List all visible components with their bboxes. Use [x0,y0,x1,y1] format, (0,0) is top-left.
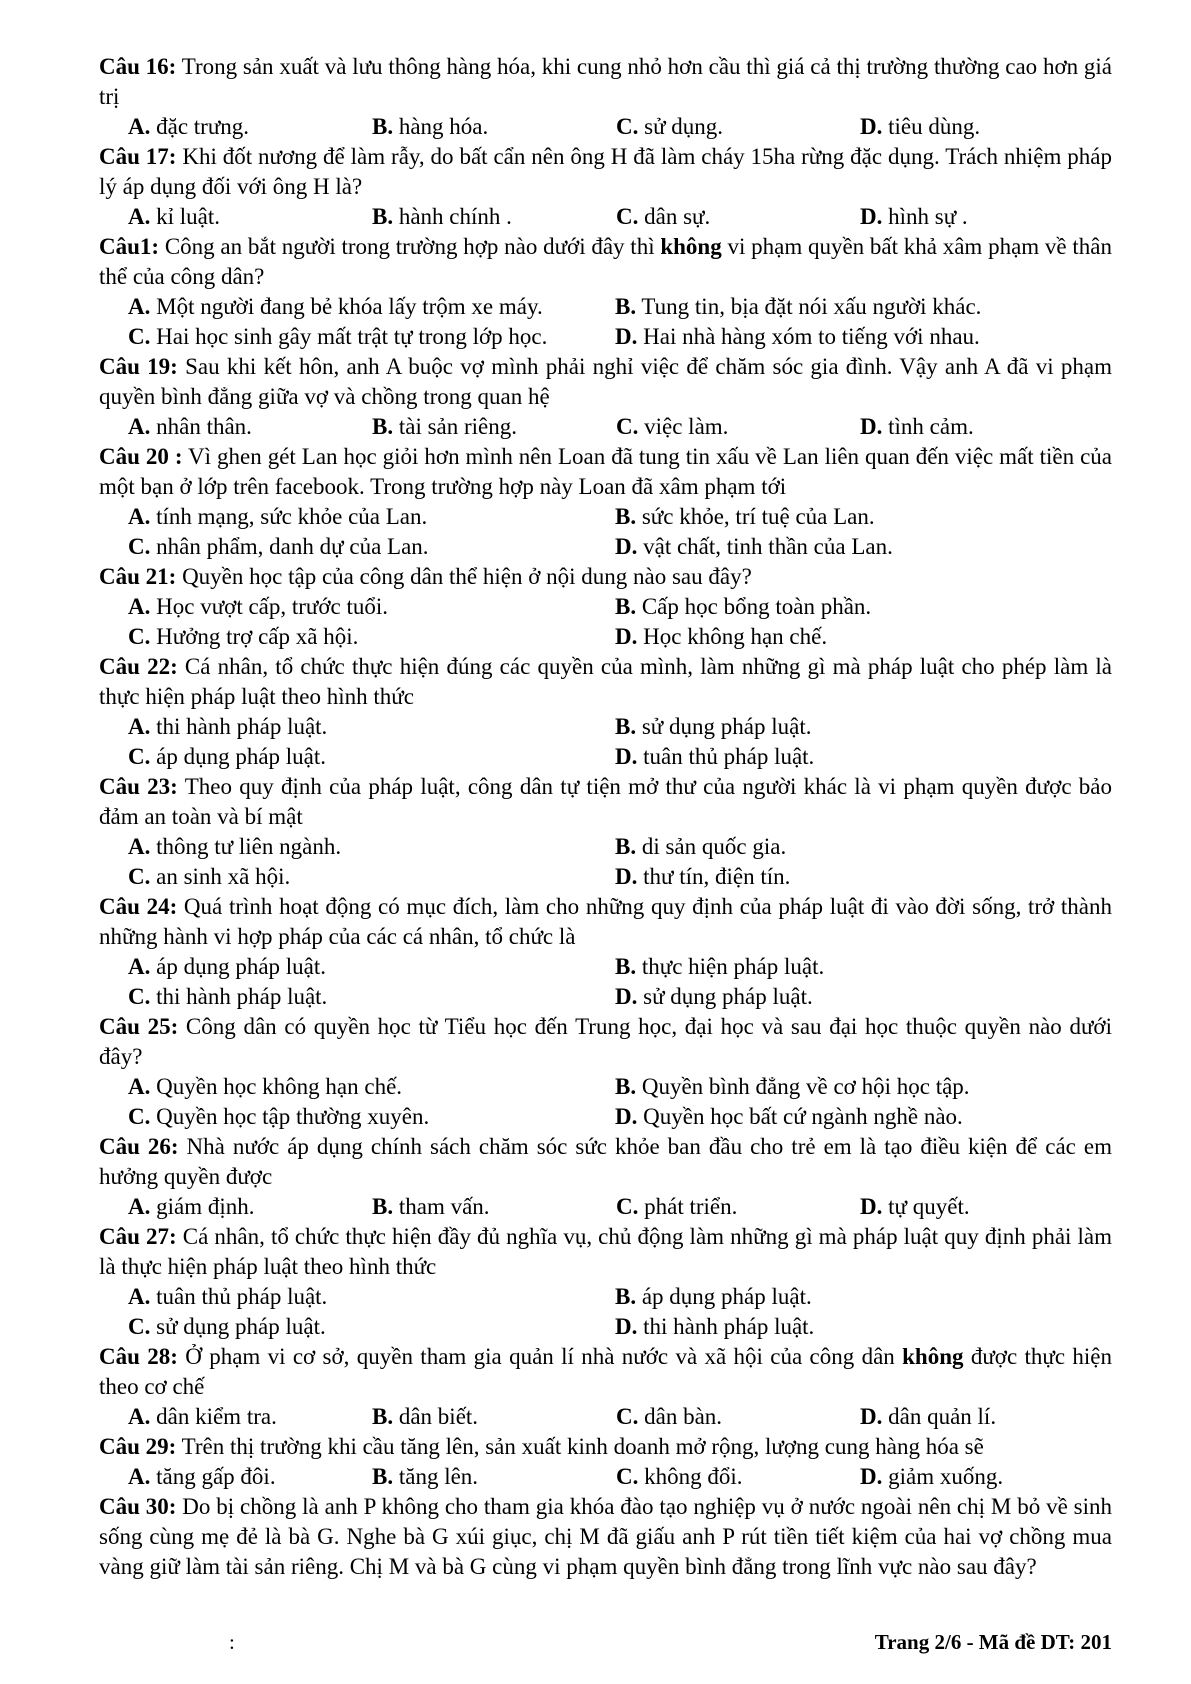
answer-option-b [372,202,616,232]
question-stem [99,442,1112,502]
question-stem [99,1432,1112,1462]
option-text: kỉ luật. [150,204,221,229]
answer-option-d [860,1402,1104,1432]
question-stem [99,652,1112,712]
option-text: Tung tin, bịa đặt nói xấu người khác. [636,294,982,319]
question-number: Câu 26: [99,1134,179,1159]
options-row [99,832,1112,862]
option-text: thi hành pháp luật. [637,1314,815,1339]
option-text: tuân thủ pháp luật. [150,1284,328,1309]
answer-option-c [616,1192,860,1222]
option-label: C. [128,984,151,1009]
option-label: B. [372,1404,394,1429]
answer-option-d [860,1462,1104,1492]
option-label: A. [128,714,151,739]
options-row [99,1312,1112,1342]
question-block [99,1012,1112,1132]
option-text: tiêu dùng. [882,114,981,139]
option-label: D. [860,1194,883,1219]
option-text: tăng lên. [393,1464,479,1489]
options-row [99,502,1112,532]
question-stem [99,1492,1112,1582]
answer-option-c [128,322,615,352]
question-stem [99,1222,1112,1282]
option-text: không đổi. [638,1464,743,1489]
options-row [99,532,1112,562]
option-label: D. [615,1104,638,1129]
option-label: B. [615,834,637,859]
question-number: Câu 27: [99,1224,177,1249]
answer-option-c [128,1312,615,1342]
option-label: A. [128,204,151,229]
question-number: Câu 24: [99,894,178,919]
question-stem [99,772,1112,832]
option-label: D. [615,1314,638,1339]
answer-option-a [128,1192,372,1222]
option-text: thi hành pháp luật. [150,984,328,1009]
option-text: Một người đang bẻ khóa lấy trộm xe máy. [150,294,543,319]
answer-option-c [128,622,615,652]
option-text: phát triển. [638,1194,738,1219]
answer-option-c [616,1402,860,1432]
question-text: Cá nhân, tổ chức thực hiện đúng các quyền của mình, làm những gì mà pháp luật cho phép làm là thực hiện pháp luật theo hình thức [99,654,1112,709]
answer-option-b [615,292,1112,322]
option-text: Hai học sinh gây mất trật tự trong lớp học. [150,324,548,349]
question-number: Câu 25: [99,1014,179,1039]
question-text: Ở phạm vi cơ sở, quyền tham gia quản lí nhà nước và xã hội của công dân [177,1344,903,1369]
options-row [99,592,1112,622]
question-stem [99,52,1112,112]
options-row [99,1072,1112,1102]
question-text: Công dân có quyền học từ Tiểu học đến Trung học, đại học và sau đại học thuộc quyền nào dưới đây? [99,1014,1112,1069]
option-text: thư tín, điện tín. [637,864,791,889]
option-label: A. [128,594,151,619]
option-text: di sản quốc gia. [636,834,787,859]
answer-option-d [860,1192,1104,1222]
question-block [99,652,1112,772]
question-text: Vì ghen gét Lan học giỏi hơn mình nên Loan đã tung tin xấu về Lan liên quan đến việc mất tiền của một bạn ở lớp trên facebook. Trong trường hợp này Loan đã xâm phạm tới [99,444,1112,499]
option-text: dân biết. [393,1404,479,1429]
option-label: A. [128,294,151,319]
answer-option-c [128,742,615,772]
option-text: tình cảm. [882,414,974,439]
option-label: C. [616,1194,639,1219]
answer-option-c [128,982,615,1012]
options-row [99,202,1112,232]
answer-option-b [615,712,1112,742]
option-label: A. [128,1464,151,1489]
option-text: sử dụng pháp luật. [637,984,813,1009]
question-text: Do bị chồng là anh P không cho tham gia khóa đào tạo nghiệp vụ ở nước ngoài nên chị M bỏ về sinh sống cùng mẹ đẻ là bà G. Nghe bà G xúi giục, chị M đã giấu anh P rút tiền tiết kiệm của hai vợ chồng mua vàng giữ làm tài sản riêng. Chị M và bà G cùng vi phạm quyền bình đẳng trong lĩnh vực nào sau đây? [99,1494,1112,1579]
option-label: B. [372,204,394,229]
question-number: Câu 21: [99,564,177,589]
option-label: A. [128,414,151,439]
option-label: B. [615,294,637,319]
option-label: A. [128,504,151,529]
answer-option-b [372,112,616,142]
answer-option-b [615,1282,1112,1312]
question-block [99,352,1112,442]
option-text: Quyền bình đẳng về cơ hội học tập. [636,1074,970,1099]
option-label: D. [860,1404,883,1429]
options-row [99,322,1112,352]
answer-option-d [860,412,1104,442]
question-text: Quyền học tập của công dân thể hiện ở nội dung nào sau đây? [176,564,752,589]
answer-option-d [615,742,1112,772]
option-label: C. [616,114,639,139]
answer-option-b [372,1402,616,1432]
option-label: C. [616,1404,639,1429]
answer-option-c [128,532,615,562]
question-stem [99,892,1112,952]
option-label: C. [616,414,639,439]
question-text: được thực hiện theo cơ chế [99,1344,1113,1399]
answer-option-d [615,982,1112,1012]
answer-option-b [372,1462,616,1492]
option-text: tài sản riêng. [393,414,517,439]
question-number: Câu 23: [99,774,178,799]
option-label: B. [615,504,637,529]
option-text: hàng hóa. [393,114,489,139]
option-text: Học không hạn chế. [637,624,828,649]
question-stem [99,562,1112,592]
answer-option-a [128,712,615,742]
option-text: sử dụng pháp luật. [636,714,812,739]
question-block [99,562,1112,652]
answer-option-b [615,832,1112,862]
question-number: Câu1: [99,234,160,259]
option-label: A. [128,1074,151,1099]
option-label: B. [615,1284,637,1309]
option-label: D. [860,1464,883,1489]
answer-option-c [128,862,615,892]
option-label: D. [615,744,638,769]
option-label: D. [615,534,638,559]
option-text: tính mạng, sức khỏe của Lan. [150,504,428,529]
option-label: C. [128,624,151,649]
option-text: tăng gấp đôi. [150,1464,276,1489]
answer-option-d [615,322,1112,352]
question-text: Quá trình hoạt động có mục đích, làm cho những quy định của pháp luật đi vào đời sống, trở thành những hành vi hợp pháp của các cá nhân, tổ chức là [99,894,1112,949]
option-text: tự quyết. [882,1194,970,1219]
question-number: Câu 19: [99,354,178,379]
question-stem [99,1012,1112,1072]
answer-option-a [128,1462,372,1492]
option-text: việc làm. [638,414,729,439]
option-label: C. [128,744,151,769]
question-number: Câu 16: [99,54,177,79]
option-text: an sinh xã hội. [150,864,291,889]
option-text: dân quản lí. [882,1404,997,1429]
option-text: sử dụng. [638,114,724,139]
question-number: Câu 17: [99,144,177,169]
question-text: Trên thị trường khi cầu tăng lên, sản xuất kinh doanh mở rộng, lượng cung hàng hóa sẽ [176,1434,984,1459]
answer-option-c [616,202,860,232]
option-text: Quyền học không hạn chế. [150,1074,403,1099]
answer-option-d [615,1102,1112,1132]
question-block [99,142,1112,232]
answer-option-a [128,952,615,982]
question-text: Khi đốt nương để làm rẫy, do bất cẩn nên ông H đã làm cháy 15ha rừng đặc dụng. Trách nhiệm pháp lý áp dụng đối với ông H là? [99,144,1113,199]
question-text: Theo quy định của pháp luật, công dân tự tiện mở thư của người khác là vi phạm quyền được bảo đảm an toàn và bí mật [99,774,1113,829]
option-label: D. [615,624,638,649]
answer-option-b [372,1192,616,1222]
option-text: sức khỏe, trí tuệ của Lan. [636,504,875,529]
option-text: thi hành pháp luật. [150,714,328,739]
answer-option-a [128,112,372,142]
option-label: D. [860,114,883,139]
option-label: C. [128,864,151,889]
answer-option-d [615,532,1112,562]
options-row [99,952,1112,982]
option-text: tuân thủ pháp luật. [637,744,815,769]
question-text: Cá nhân, tổ chức thực hiện đầy đủ nghĩa vụ, chủ động làm những gì mà pháp luật quy định phải làm là thực hiện pháp luật theo hình thức [99,1224,1113,1279]
option-label: A. [128,1404,151,1429]
question-number: Câu 29: [99,1434,177,1459]
option-label: D. [615,324,638,349]
answer-option-d [860,112,1104,142]
option-label: A. [128,834,151,859]
option-label: D. [615,984,638,1009]
options-row [99,412,1112,442]
answer-option-d [860,202,1104,232]
answer-option-a [128,832,615,862]
question-number: Câu 20 : [99,444,183,469]
exam-page [99,52,1112,1582]
option-text: Cấp học bổng toàn phần. [636,594,872,619]
question-text: Công an bắt người trong trường hợp nào dưới đây thì [159,234,661,259]
page-number-code: Trang 2/6 - Mã đề DT: 201 [874,1630,1112,1654]
options-row [99,1402,1112,1432]
question-block [99,1342,1112,1432]
option-label: B. [372,414,394,439]
answer-option-b [615,502,1112,532]
question-text: Trong sản xuất và lưu thông hàng hóa, khi cung nhỏ hơn cầu thì giá cả thị trường thường cao hơn giá trị [99,54,1112,109]
question-block [99,1432,1112,1492]
options-row [99,622,1112,652]
option-label: B. [615,954,637,979]
option-label: B. [372,1194,394,1219]
option-text: dân sự. [638,204,711,229]
option-label: C. [128,1104,151,1129]
option-text: dân bàn. [638,1404,723,1429]
question-block [99,232,1112,352]
option-label: C. [128,1314,151,1339]
answer-option-a [128,202,372,232]
answer-option-a [128,292,615,322]
answer-option-b [372,412,616,442]
option-text: giám định. [150,1194,255,1219]
option-text: Hưởng trợ cấp xã hội. [150,624,359,649]
question-stem [99,232,1112,292]
option-text: vật chất, tinh thần của Lan. [637,534,893,559]
answer-option-a [128,412,372,442]
option-text: nhân phẩm, danh dự của Lan. [150,534,429,559]
keyword-emphasis: không [902,1344,964,1369]
option-text: Quyền học tập thường xuyên. [150,1104,430,1129]
question-block [99,1132,1112,1222]
answer-option-c [616,1462,860,1492]
options-row [99,1462,1112,1492]
question-stem [99,1132,1112,1192]
option-text: Quyền học bất cứ ngành nghề nào. [637,1104,963,1129]
question-text: Nhà nước áp dụng chính sách chăm sóc sức khỏe ban đầu cho trẻ em là tạo điều kiện để các em hưởng quyền được [99,1134,1112,1189]
option-label: B. [615,714,637,739]
question-block [99,892,1112,1012]
option-text: thông tư liên ngành. [150,834,342,859]
option-label: B. [615,1074,637,1099]
answer-option-a [128,1402,372,1432]
option-label: A. [128,114,151,139]
option-label: A. [128,1194,151,1219]
answer-option-d [615,862,1112,892]
option-label: B. [372,114,394,139]
answer-option-a [128,502,615,532]
option-label: C. [616,204,639,229]
question-number: Câu 22: [99,654,178,679]
answer-option-a [128,592,615,622]
option-label: A. [128,1284,151,1309]
option-text: sử dụng pháp luật. [150,1314,326,1339]
question-block [99,1222,1112,1342]
option-text: Học vượt cấp, trước tuổi. [150,594,389,619]
option-text: hành chính . [393,204,512,229]
option-text: thực hiện pháp luật. [636,954,825,979]
option-label: C. [128,534,151,559]
options-row [99,742,1112,772]
option-text: giảm xuống. [882,1464,1004,1489]
options-row [99,862,1112,892]
answer-option-c [128,1102,615,1132]
options-row [99,982,1112,1012]
options-row [99,1192,1112,1222]
question-number: Câu 28: [99,1344,178,1369]
keyword-emphasis: không [660,234,722,259]
question-block [99,772,1112,892]
option-label: B. [615,594,637,619]
question-stem [99,352,1112,412]
option-label: D. [860,414,883,439]
option-label: B. [372,1464,394,1489]
option-text: áp dụng pháp luật. [150,744,327,769]
option-text: tham vấn. [393,1194,490,1219]
option-text: áp dụng pháp luật. [150,954,327,979]
question-text: Sau khi kết hôn, anh A buộc vợ mình phải nghỉ việc để chăm sóc gia đình. Vậy anh A đã vi phạm quyền bình đẳng giữa vợ và chồng trong quan hệ [99,354,1112,409]
answer-option-b [615,592,1112,622]
question-stem [99,142,1112,202]
options-row [99,1102,1112,1132]
answer-option-c [616,412,860,442]
question-block [99,1492,1112,1582]
answer-option-d [615,622,1112,652]
answer-option-b [615,952,1112,982]
option-label: D. [615,864,638,889]
question-stem [99,1342,1112,1402]
option-text: đặc trưng. [150,114,250,139]
page-footer [99,1630,1112,1655]
option-label: D. [860,204,883,229]
question-number: Câu 30: [99,1494,177,1519]
answer-option-d [615,1312,1112,1342]
option-text: dân kiểm tra. [150,1404,277,1429]
options-row [99,112,1112,142]
question-block [99,52,1112,142]
option-text: Hai nhà hàng xóm to tiếng với nhau. [637,324,980,349]
answer-option-c [616,112,860,142]
answer-option-a [128,1072,615,1102]
options-row [99,1282,1112,1312]
question-text: vi phạm quyền bất khả xâm phạm về thân thể của công dân? [99,234,1112,289]
options-row [99,712,1112,742]
options-row [99,292,1112,322]
answer-option-a [128,1282,615,1312]
option-text: áp dụng pháp luật. [636,1284,812,1309]
option-label: C. [128,324,151,349]
footer-colon: : [229,1630,235,1654]
option-label: C. [616,1464,639,1489]
option-label: A. [128,954,151,979]
answer-option-b [615,1072,1112,1102]
question-block [99,442,1112,562]
option-text: hình sự . [882,204,968,229]
option-text: nhân thân. [150,414,252,439]
